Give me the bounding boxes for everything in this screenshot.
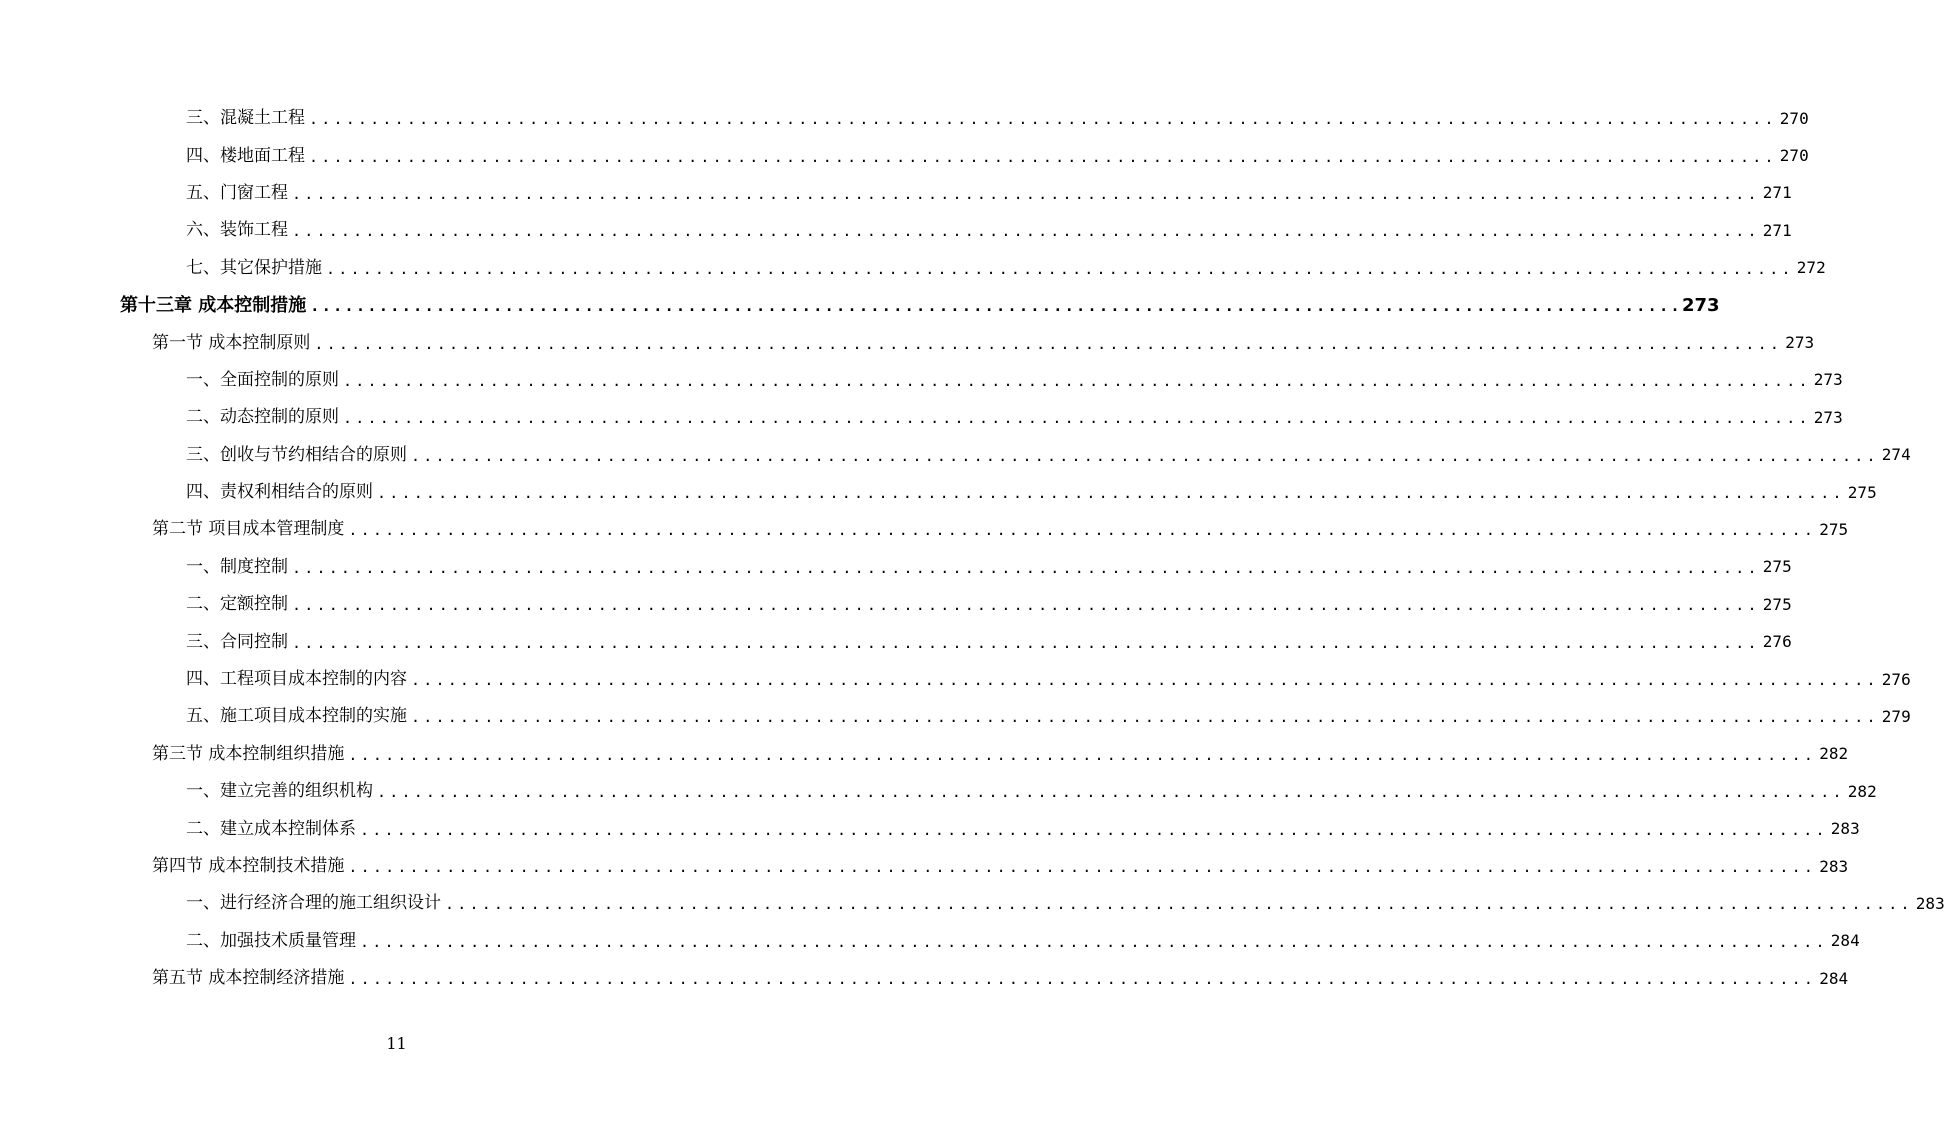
- toc-dot-leader: ........................................................................................................................: [310, 297, 1682, 316]
- toc-entry-page: 284: [1819, 968, 1849, 988]
- toc-entry[interactable]: [0, 399, 1843, 436]
- toc-entry-page: 283: [1830, 819, 1860, 839]
- toc-entry-title: 第二节 项目成本管理制度: [152, 519, 345, 540]
- toc-entry-title: 一、建立完善的组织机构: [186, 781, 373, 802]
- toc-entry-title: 六、装饰工程: [186, 220, 288, 241]
- toc-entry[interactable]: [0, 212, 1792, 249]
- toc-entry[interactable]: [0, 100, 1809, 137]
- toc-dot-leader: ........................................................................................................................: [309, 110, 1777, 129]
- toc-entry-title: 第十三章 成本控制措施: [120, 294, 307, 316]
- toc-entry-page: 273: [1813, 370, 1843, 390]
- toc-entry[interactable]: [0, 736, 1849, 773]
- toc-dot-leader: ........................................................................................................................: [326, 259, 1794, 278]
- toc-dot-leader: ........................................................................................................................: [292, 184, 1760, 203]
- toc-entry-page: 284: [1830, 931, 1860, 951]
- toc-dot-leader: ........................................................................................................................: [348, 970, 1817, 989]
- toc-dot-leader: ........................................................................................................................: [411, 671, 1879, 690]
- toc-dot-leader: ........................................................................................................................: [343, 371, 1811, 390]
- toc-entry[interactable]: [0, 175, 1792, 212]
- toc-entry[interactable]: [0, 250, 1826, 287]
- toc-entry-page: 271: [1762, 183, 1792, 203]
- toc-entry-page: 275: [1819, 519, 1849, 539]
- toc-entry[interactable]: [0, 623, 1792, 660]
- toc-entry-page: 279: [1881, 706, 1911, 726]
- toc-dot-leader: ........................................................................................................................: [360, 820, 1828, 839]
- toc-entry-page: 273: [1813, 407, 1843, 427]
- toc-entry-page: 272: [1796, 258, 1826, 278]
- toc-dot-leader: ........................................................................................................................: [348, 521, 1817, 540]
- toc-entry[interactable]: [0, 810, 1860, 847]
- toc-entry-title: 一、制度控制: [186, 556, 288, 577]
- toc-entry-title: 三、混凝土工程: [186, 108, 305, 129]
- toc-entry-title: 四、楼地面工程: [186, 145, 305, 166]
- toc-entry-page: 283: [1819, 856, 1849, 876]
- toc-entry[interactable]: [0, 923, 1860, 960]
- toc-dot-leader: ........................................................................................................................: [309, 147, 1777, 166]
- toc-entry[interactable]: [0, 773, 1877, 810]
- toc-dot-leader: ........................................................................................................................: [292, 222, 1760, 241]
- toc-entry-title: 三、创收与节约相结合的原则: [186, 444, 407, 465]
- toc-entry-title: 第四节 成本控制技术措施: [152, 856, 345, 876]
- toc-entry-page: 282: [1847, 781, 1877, 801]
- toc-entry[interactable]: [0, 437, 1911, 474]
- toc-entry-title: 二、动态控制的原则: [186, 407, 339, 428]
- toc-entry-page: 274: [1881, 445, 1911, 465]
- toc-entry-page: 282: [1819, 744, 1849, 764]
- toc-dot-leader: ........................................................................................................................: [348, 745, 1817, 764]
- toc-dot-leader: ........................................................................................................................: [377, 484, 1845, 503]
- toc-entry-page: 276: [1881, 669, 1911, 689]
- toc-dot-leader: ........................................................................................................................: [292, 596, 1760, 615]
- toc-entry-page: 270: [1779, 108, 1809, 128]
- toc-entry-title: 四、责权利相结合的原则: [186, 482, 373, 503]
- toc-entry-page: 273: [1785, 333, 1815, 353]
- toc-entry-page: 276: [1762, 632, 1792, 652]
- toc-dot-leader: ........................................................................................................................: [348, 858, 1817, 876]
- toc-entry[interactable]: [0, 324, 1815, 361]
- toc-entry-title: 五、门窗工程: [186, 182, 288, 203]
- toc-dot-leader: ........................................................................................................................: [343, 409, 1811, 428]
- toc-entry-page: 275: [1847, 482, 1877, 502]
- toc-entry-page: 271: [1762, 220, 1792, 240]
- toc-entry[interactable]: [0, 848, 1849, 885]
- toc-entry-title: 二、加强技术质量管理: [186, 930, 356, 951]
- toc-dot-leader: ........................................................................................................................: [360, 932, 1828, 951]
- toc-entry[interactable]: [0, 661, 1911, 698]
- toc-entry-title: 七、其它保护措施: [186, 257, 322, 278]
- page-number: 11: [386, 1034, 407, 1053]
- toc-entry-title: 第三节 成本控制组织措施: [152, 743, 345, 764]
- toc-entry-title: 五、施工项目成本控制的实施: [186, 706, 407, 727]
- toc-entry[interactable]: [0, 287, 1720, 324]
- toc-entry-title: 第五节 成本控制经济措施: [152, 968, 345, 989]
- toc-entry-page: 275: [1762, 594, 1792, 614]
- toc-entry[interactable]: [0, 586, 1792, 623]
- toc-dot-leader: ........................................................................................................................: [411, 446, 1879, 465]
- toc-dot-leader: ........................................................................................................................: [292, 633, 1760, 652]
- toc-dot-leader: ........................................................................................................................: [314, 334, 1783, 353]
- toc-entry-page: 273: [1681, 294, 1720, 316]
- toc-entry[interactable]: [0, 885, 1945, 922]
- toc-entry-page: 275: [1762, 557, 1792, 577]
- toc-entry[interactable]: [0, 362, 1843, 399]
- toc-entry-page: 283: [1915, 893, 1945, 913]
- toc-entry-title: 三、合同控制: [186, 631, 288, 652]
- toc-entry-title: 第一节 成本控制原则: [152, 332, 311, 353]
- toc-dot-leader: ........................................................................................................................: [445, 895, 1913, 914]
- table-of-contents: [0, 100, 1945, 997]
- toc-entry[interactable]: [0, 698, 1911, 735]
- toc-entry-title: 二、建立成本控制体系: [186, 818, 356, 839]
- toc-entry-page: 270: [1779, 146, 1809, 166]
- toc-entry[interactable]: [0, 474, 1877, 511]
- toc-entry-title: 四、工程项目成本控制的内容: [186, 669, 407, 690]
- toc-entry[interactable]: [0, 960, 1849, 997]
- toc-entry[interactable]: [0, 137, 1809, 174]
- toc-entry[interactable]: [0, 549, 1792, 586]
- toc-entry-title: 一、进行经济合理的施工组织设计: [186, 893, 441, 914]
- toc-entry-title: 二、定额控制: [186, 594, 288, 615]
- toc-entry[interactable]: [0, 511, 1849, 548]
- toc-entry-title: 一、全面控制的原则: [186, 369, 339, 390]
- toc-dot-leader: ........................................................................................................................: [411, 708, 1879, 727]
- toc-dot-leader: ........................................................................................................................: [377, 783, 1845, 802]
- toc-dot-leader: ........................................................................................................................: [292, 558, 1760, 577]
